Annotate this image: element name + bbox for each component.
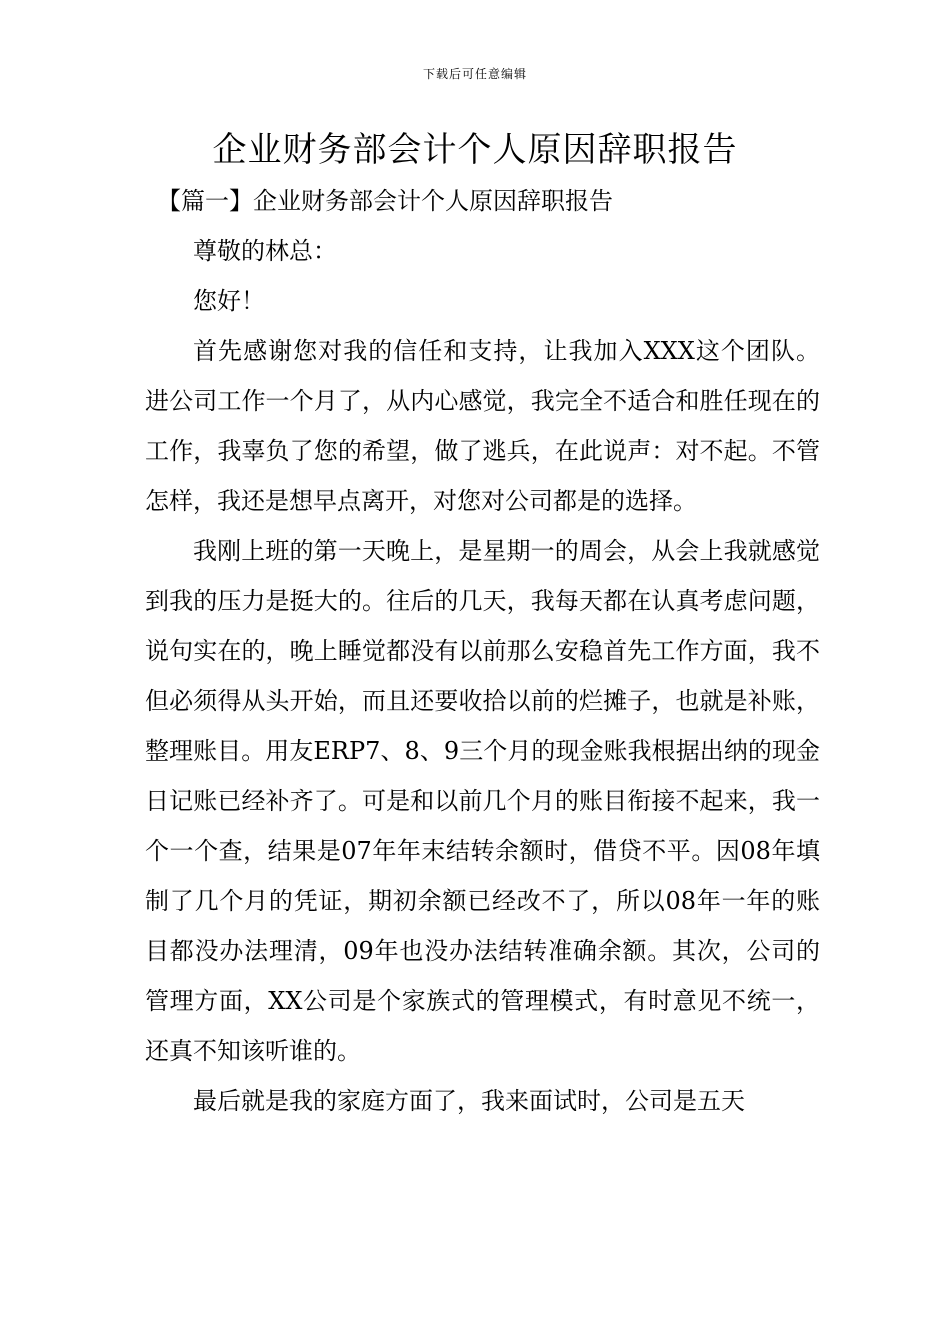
document-title: 企业财务部会计个人原因辞职报告 bbox=[212, 130, 738, 170]
salutation: 尊敬的林总： bbox=[193, 237, 337, 265]
header-note: 下载后可任意编辑 bbox=[422, 67, 527, 81]
paragraph-2: 我刚上班的第一天晚上，是星期一的周会，从会上我就感觉到我的压力是挺大的。往后的几天，我每天都在认真考虑问题，说句实在的，晚上睡觉都没有以前那么安稳首先工作方面，我不但必须得从头开始，而且还要收拾以前的烂摊子，也就是补账，整理账目。用友ERP7、8、9三个月的现金账我根据出纳的现金日记账已经补齐了。可是和以前几个月的账目衔接不起来，我一个一个查，结果是07年年末结转余额时，借贷不平。因08年填制了几个月的凭证，期初余额已经改不了，所以08年一年的账目都没办法理清，09年也没办法结转准确余额。其次，公司的管理方面，XX公司是个家族式的管理模式，有时意见不统一，还真不知该听谁的。 bbox=[145, 537, 820, 1065]
greeting: 您好！ bbox=[193, 287, 265, 315]
section-heading: 【篇一】企业财务部会计个人原因辞职报告 bbox=[157, 187, 613, 215]
paragraph-3: 最后就是我的家庭方面了，我来面试时，公司是五天 bbox=[193, 1087, 745, 1115]
paragraph-1: 首先感谢您对我的信任和支持，让我加入XXX这个团队。进公司工作一个月了，从内心感觉，我完全不适合和胜任现在的工作，我辜负了您的希望，做了逃兵，在此说声：对不起。不管怎样，我还是想早点离开，对您对公司都是的选择。 bbox=[145, 337, 820, 515]
document-body bbox=[145, 176, 820, 1126]
